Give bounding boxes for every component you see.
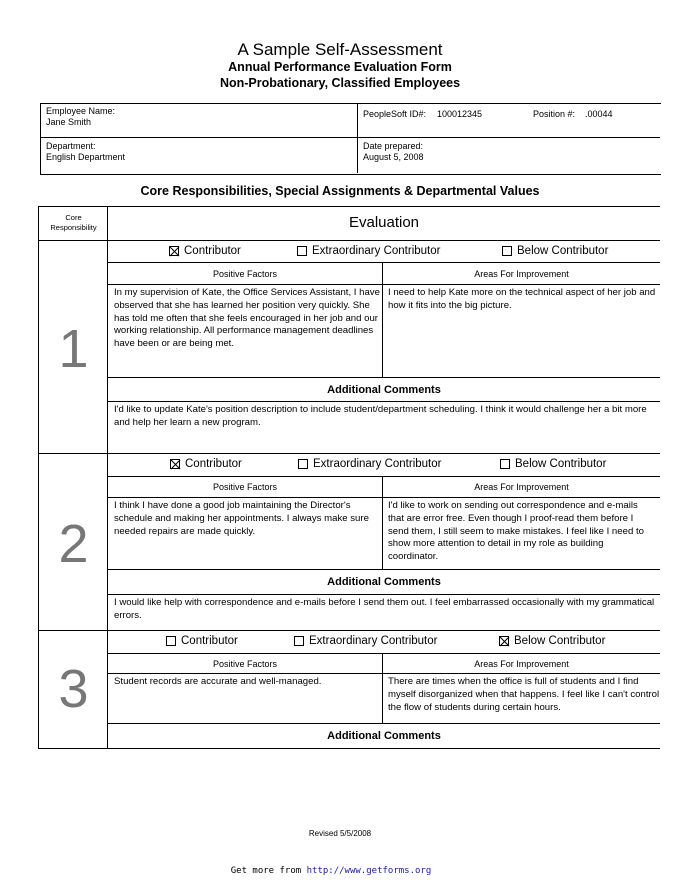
form-subtitle: Annual Performance Evaluation Form <box>228 60 452 74</box>
divider <box>357 103 358 173</box>
divider <box>107 377 660 378</box>
option-extraordinary-contributor[interactable] <box>298 458 441 470</box>
positive-factors-text: Student records are accurate and well-managed. <box>114 676 322 687</box>
option-extraordinary-contributor[interactable] <box>294 635 437 647</box>
divider <box>38 240 108 241</box>
divider <box>107 723 660 724</box>
areas-for-improvement-text: I need to help Kate more on the technical aspect of her job and how it fits into the big picture. <box>388 287 656 311</box>
position-label: Position #: <box>533 109 576 119</box>
date-label: Date prepared: <box>363 141 424 151</box>
divider <box>38 630 660 631</box>
divider <box>107 240 660 241</box>
option-label: Below Contributor <box>517 245 609 257</box>
divider <box>107 284 660 285</box>
positive-factors-header: Positive Factors <box>212 269 278 279</box>
divider <box>107 653 660 654</box>
option-label: Contributor <box>185 458 242 470</box>
divider <box>382 476 383 569</box>
peoplesoft-label: PeopleSoft ID#: <box>363 109 427 119</box>
option-label: Extraordinary Contributor <box>312 245 441 257</box>
page-title: A Sample Self-Assessment <box>237 40 443 59</box>
table-bottom-border <box>38 748 660 749</box>
checkbox-icon[interactable] <box>294 636 304 646</box>
option-label: Below Contributor <box>515 458 607 470</box>
checkbox-icon[interactable] <box>297 246 307 256</box>
core-responsibility-header <box>40 213 107 233</box>
divider <box>107 476 660 477</box>
form-subtitle-2: Non-Probationary, Classified Employees <box>219 76 461 90</box>
divider <box>107 401 660 402</box>
divider <box>107 594 660 595</box>
option-below-contributor[interactable] <box>499 635 605 647</box>
option-label: Below Contributor <box>514 635 606 647</box>
checkbox-checked-icon[interactable] <box>170 459 180 469</box>
date-value: August 5, 2008 <box>363 152 424 162</box>
areas-for-improvement-header: Areas For Improvement <box>474 659 569 669</box>
block-number: 2 <box>58 514 89 574</box>
peoplesoft-value: 100012345 <box>437 109 483 119</box>
core-header-line2: Responsibility <box>50 223 97 232</box>
checkbox-checked-icon[interactable] <box>169 246 179 256</box>
divider <box>38 453 660 454</box>
checkbox-icon[interactable] <box>500 459 510 469</box>
areas-for-improvement-header: Areas For Improvement <box>474 482 569 492</box>
areas-for-improvement-text: I'd like to work on sending out correspondence and e-mails that are error free. Even though I proof-read them before I send them, I still seem to make mistakes. I feel like I need to show more attention to detail in my role as building coordinator. <box>388 500 644 563</box>
block-number: 1 <box>58 319 89 379</box>
option-contributor[interactable] <box>166 635 238 647</box>
divider <box>107 673 660 674</box>
additional-comments-text: I would like help with correspondence and e-mails before I send them out. I feel embarrassed occasionally with my grammatical errors. <box>114 597 655 621</box>
department-value: English Department <box>46 152 126 162</box>
get-more-footer <box>0 866 662 876</box>
position-value: .00044 <box>585 109 613 119</box>
option-label: Extraordinary Contributor <box>313 458 442 470</box>
divider <box>107 497 660 498</box>
positive-factors-header: Positive Factors <box>212 659 278 669</box>
checkbox-icon[interactable] <box>166 636 176 646</box>
divider <box>40 137 660 138</box>
table-top-border <box>38 206 660 207</box>
block-number: 3 <box>58 659 89 719</box>
get-more-prefix: Get more from <box>230 866 302 876</box>
additional-comments-header: Additional Comments <box>327 730 441 742</box>
checkbox-icon[interactable] <box>502 246 512 256</box>
positive-factors-header: Positive Factors <box>212 482 278 492</box>
option-extraordinary-contributor[interactable] <box>297 245 440 257</box>
option-label: Contributor <box>181 635 238 647</box>
option-label: Contributor <box>184 245 241 257</box>
revised-date: Revised 5/5/2008 <box>308 829 372 838</box>
additional-comments-header: Additional Comments <box>327 384 441 396</box>
additional-comments-text: I'd like to update Kate's position description to include student/department scheduling. I think it would challenge her a bit more and help her learn a new program. <box>114 404 647 428</box>
employee-name-label: Employee Name: <box>46 106 116 116</box>
option-label: Extraordinary Contributor <box>309 635 438 647</box>
areas-for-improvement-header: Areas For Improvement <box>474 269 569 279</box>
divider <box>382 653 383 723</box>
table-left-border <box>38 206 39 749</box>
positive-factors-text: In my supervision of Kate, the Office Services Assistant, I have observed that she has learned her position very quickly. She has told me often that she feels encouraged in her job and our working relationship. All performance management deadlines have been or are being met. <box>114 287 380 350</box>
option-below-contributor[interactable] <box>502 245 608 257</box>
divider <box>107 262 660 263</box>
checkbox-icon[interactable] <box>298 459 308 469</box>
option-below-contributor[interactable] <box>500 458 606 470</box>
areas-for-improvement-text: There are times when the office is full of students and I find myself disorganized when that happens. I feel like I can't control the flow of students during certain hours. <box>388 676 660 713</box>
divider <box>107 569 660 570</box>
additional-comments-header: Additional Comments <box>327 576 441 588</box>
department-label: Department: <box>46 141 96 151</box>
option-contributor[interactable] <box>169 245 241 257</box>
evaluation-header: Evaluation <box>348 214 420 231</box>
divider <box>382 262 383 377</box>
checkbox-checked-icon[interactable] <box>499 636 509 646</box>
positive-factors-text: I think I have done a good job maintaining the Director's schedule and making her appointments. I always make sure needed repairs are made quickly. <box>114 500 369 537</box>
section-title: Core Responsibilities, Special Assignments & Departmental Values <box>140 184 540 198</box>
option-contributor[interactable] <box>170 458 242 470</box>
employee-name-value: Jane Smith <box>46 117 92 127</box>
core-header-line1: Core <box>65 213 82 222</box>
getforms-link[interactable]: http://www.getforms.org <box>306 866 432 876</box>
